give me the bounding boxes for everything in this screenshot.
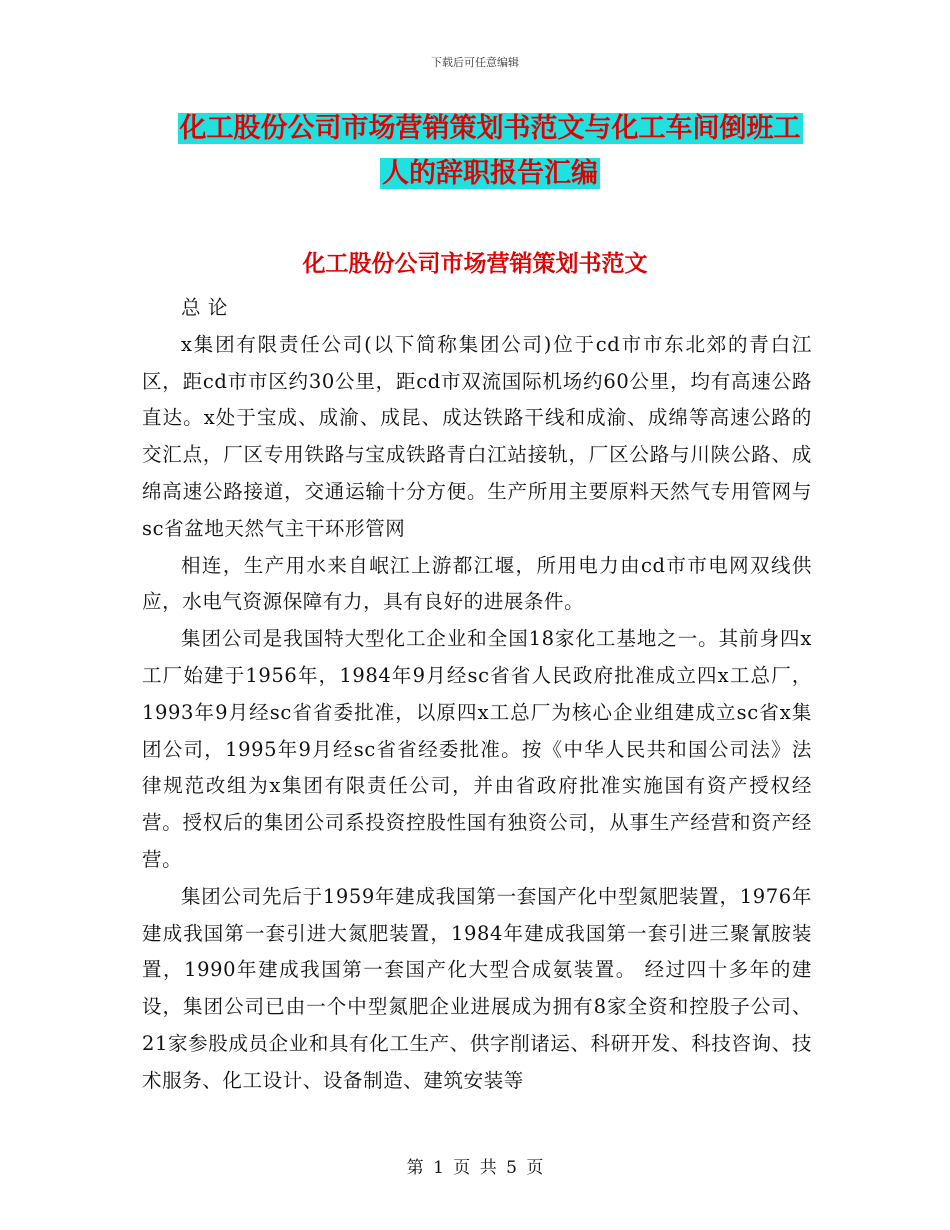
document-title	[140, 106, 840, 196]
page-number-footer: 第 1 页 共 5 页	[406, 1158, 544, 1178]
paragraph: 集团公司先后于1959年建成我国第一套国产化中型氮肥装置，1976年建成我国第一套引进大氮肥装置，1984年建成我国第一套引进三聚氰胺装置，1990年建成我国第一套国产化大型合成氨装置。 经过四十多年的建设，集团公司已由一个中型氮肥企业进展成为拥有8家全资和控股子公司、21家参股成员企业和具有化工生产、供字削诸运、科研开发、科技咨询、技术服务、化工设计、设备制造、建筑安装等	[142, 884, 812, 1092]
paragraph: 集团公司是我国特大型化工企业和全国18家化工基地之一。其前身四x工厂始建于1956年，1984年9月经sc省省人民政府批准成立四x工总厂，1993年9月经sc省省委批准，以原四x工总厂为核心企业组建成立sc省x集团公司，1995年9月经sc省省经委批准。按《中华人民共和国公司法》法律规范改组为x集团有限责任公司，并由省政府批准实施国有资产授权经营。授权后的集团公司系投资控股性国有独资公司，从事生产经营和资产经营。	[142, 627, 812, 871]
section-title: 化工股份公司市场营销策划书范文	[302, 251, 648, 277]
paragraph: x集团有限责任公司(以下简称集团公司)位于cd市市东北郊的青白江区，距cd市市区约30公里，距cd市双流国际机场约60公里，均有高速公路直达。x处于宝成、成渝、成昆、成达铁路干线和成渝、成绵等高速公路的交汇点，厂区专用铁路与宝成铁路青白江站接轨，厂区公路与川陕公路、成绵高速公路接道，交通运输十分方便。生产所用主要原料天然气专用管网与sc省盆地天然气主干环形管网	[142, 332, 812, 540]
document-title-line-1: 化工股份公司市场营销策划书范文与化工车间倒班工	[179, 113, 801, 144]
body-text	[142, 290, 812, 1100]
paragraph-heading: 总 论	[181, 296, 228, 319]
document-title-line-2: 人的辞职报告汇编	[382, 158, 598, 189]
header-note: 下载后可任意编辑	[431, 56, 519, 69]
paragraph: 相连，生产用水来自岷江上游都江堰，所用电力由cd市市电网双线供应，水电气资源保障有力，具有良好的进展条件。	[142, 553, 812, 614]
